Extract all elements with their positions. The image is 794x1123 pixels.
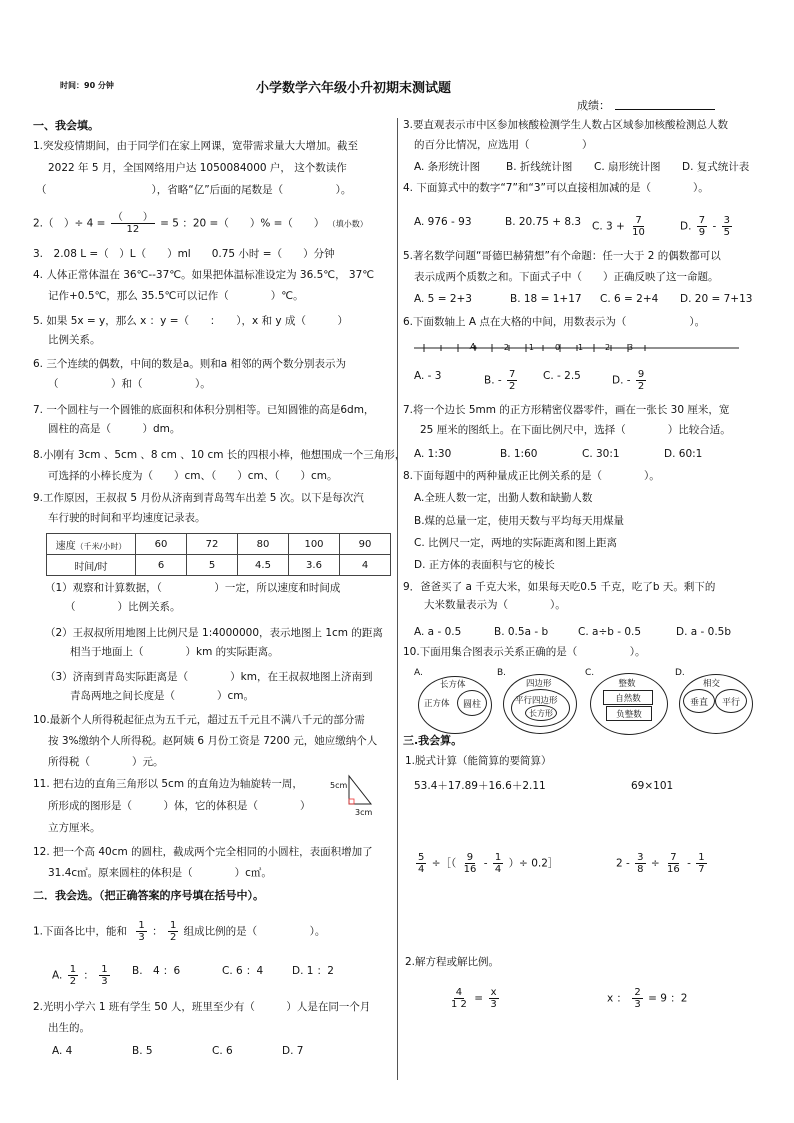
q5-line1: 5. 如果 5x = y，那么 x ：y =（ ： ），x 和 y 成（ ） (33, 315, 348, 327)
venn-b-label[interactable]: B. (497, 668, 507, 678)
table-row (47, 534, 391, 555)
s1-option-c[interactable]: C. 6 ：4 (222, 965, 264, 977)
s1-question: 1.下面各比中，能和 $\frac{1}{3}$ ： $\frac{1}{2}$ 组成比例的是（ ）。 (33, 920, 326, 943)
table-cell: 3.6 (289, 555, 340, 576)
r3-option-a[interactable]: A. 条形统计图 (414, 161, 481, 173)
r5-option-b[interactable]: B. 18 = 1+17 (510, 293, 582, 305)
calc-2-heading: 2.解方程或解比例。 (405, 956, 500, 968)
q10-line2: 按 3%缴纳个人所得税。赵阿姨 6 月份工资是 7200 元，她应缴纳个人 (48, 735, 378, 747)
axis-tick-label: 3 (628, 343, 634, 352)
q9-1-line1: （1）观察和计算数据，（ ）一定，所以速度和时间成 (45, 582, 341, 594)
calc-1c: $\frac{5}{4}$ ÷［（ $\frac{9}{16}$ - $\frac{1}{4}$ ）÷ 0.2］ (418, 852, 559, 875)
r6-option-a[interactable]: A. - 3 (414, 370, 442, 382)
q1-line1: 1.突发疫情期间，由于同学们在家上网课，宽带需求量大大增加。截至 (33, 140, 359, 152)
s1-frac1: $\frac{1}{3}$ (138, 920, 145, 943)
table-cell: 100 (289, 534, 340, 555)
r8-question: 8.下面每题中的两种量成正比例关系的是（ ）。 (403, 470, 660, 482)
s1-frac2: $\frac{1}{2}$ (169, 920, 177, 943)
q10-line1: 10.最新个人所得税起征点为五千元，超过五千元且不满八千元的部分需 (33, 714, 365, 726)
s1-option-d[interactable]: D. 1 ：2 (292, 965, 334, 977)
axis-tick-label: -2 (501, 343, 509, 352)
r3-option-c[interactable]: C. 扇形统计图 (594, 161, 661, 173)
q2-part-b: = 5 ：20 =（ ）% =（ ） (160, 217, 325, 230)
venn-c-mid: 自然数 (603, 690, 653, 705)
q11-line1: 11. 把右边的直角三角形以 5cm 的直角边为轴旋转一周， (33, 778, 303, 790)
q9-line2: 车行驶的时间和平均速度记录表。 (48, 512, 206, 524)
r5-option-d[interactable]: D. 20 = 7+13 (680, 293, 753, 305)
axis-tick-label: 1 (578, 343, 584, 352)
q9-2-line1: （2）王叔叔所用地图上比例尺是 1:4000000，表示地图上 1cm 的距离 (45, 627, 383, 639)
r3-line1: 3.要直观表示市中区参加核酸检测学生人数占区域参加核酸检测总人数 (403, 119, 729, 131)
triangle-side-label: 5cm (330, 781, 348, 790)
section-1-heading: 一、我会填。 (33, 119, 99, 132)
q11-line2: 所形成的图形是（ ）体，它的体积是（ ） (48, 800, 311, 812)
r7-line2: 25 厘米的图纸上。在下面比例尺中，选择（ ）比较合适。 (420, 424, 731, 436)
s1-option-b[interactable]: B. 4 ：6 (132, 965, 181, 977)
r4-option-c[interactable]: C. 3 + $\frac{7}{10}$ (592, 215, 645, 238)
calc-1b: 69×101 (631, 780, 674, 792)
r4-question: 4. 下面算式中的数字“7”和“3”可以直接相加减的是（ ）。 (403, 182, 709, 194)
r9-line2: 大米数量表示为（ ）。 (424, 599, 566, 611)
venn-c-label[interactable]: C. (585, 668, 595, 678)
r6-opt-b-frac: $\frac{7}{2}$ (509, 369, 516, 392)
table-cell: 5 (187, 555, 238, 576)
r7-option-a[interactable]: A. 1:30 (414, 448, 452, 460)
q12-line1: 12. 把一个高 40cm 的圆柱，截成两个完全相同的小圆柱，表面积增加了 (33, 846, 373, 858)
table-row (47, 555, 391, 576)
r8-option-a[interactable]: A.全班人数一定，出勤人数和缺勤人数 (414, 492, 593, 504)
r4-opt-d-frac1: $\frac{7}{9}$ (698, 215, 706, 238)
r9-option-b[interactable]: B. 0.5a - b (494, 626, 549, 638)
table-header-time: 时间/时 (47, 555, 136, 576)
s1-option-a[interactable]: A. $\frac{1}{2}$ ： $\frac{1}{3}$ (52, 964, 108, 987)
s1-opt-a-frac1: $\frac{1}{2}$ (69, 964, 77, 987)
venn-d-left: 垂直 (683, 689, 715, 713)
r7-line1: 7.将一个边长 5mm 的正方形精密仪器零件，画在一张长 30 厘米，宽 (403, 404, 730, 416)
axis-tick-label: 2 (605, 343, 611, 352)
venn-d-outer-label: 相交 (703, 679, 721, 689)
q2 (33, 212, 368, 235)
q2-frac-num: （ ） (112, 212, 153, 223)
s2-option-a[interactable]: A. 4 (52, 1045, 73, 1057)
venn-a-inner: 圆柱 (457, 690, 487, 716)
column-divider (397, 118, 398, 1080)
r10-question: 10.下面用集合图表示关系正确的是（ ）。 (403, 646, 646, 658)
r7-option-d[interactable]: D. 60:1 (664, 448, 703, 460)
r4-opt-d-frac2: $\frac{3}{5}$ (723, 215, 731, 238)
table-cell: 6 (136, 555, 187, 576)
q3: 3. 2.08 L =（ ）L（ ）ml 0.75 小时 =（ ）分钟 (33, 248, 335, 260)
table-cell: 60 (136, 534, 187, 555)
q5-line2: 比例关系。 (48, 334, 101, 346)
page-title: 小学数学六年级小升初期末测试题 (256, 81, 452, 96)
q9-2-line2: 相当于地面上（ ）km 的实际距离。 (70, 646, 279, 658)
s2-line2: 出生的。 (48, 1022, 90, 1034)
r7-option-b[interactable]: B. 1:60 (500, 448, 538, 460)
venn-a-label[interactable]: A. (414, 668, 423, 678)
q2-frac-den: 12 (126, 224, 140, 235)
table-cell: 4.5 (238, 555, 289, 576)
equation-b: x ： $\frac{2}{3}$ = 9 ：2 (607, 987, 688, 1010)
calc-1a: 53.4＋17.89＋16.6＋2.11 (414, 780, 546, 792)
section-3-heading: 三.我会算。 (403, 734, 463, 747)
r9-option-a[interactable]: A. a - 0.5 (414, 626, 462, 638)
score-blank[interactable] (615, 100, 715, 110)
q9-3-line1: （3）济南到青岛实际距离是（ ）km，在王叔叔地图上济南到 (45, 671, 373, 683)
q1-line3: （ ），省略“亿”后面的尾数是（ ）。 (36, 184, 352, 196)
r5-line2: 表示成两个质数之和。下面式子中（ ）正确反映了这一命题。 (414, 271, 719, 283)
calc-1-heading: 1.脱式计算（能简算的要简算） (405, 755, 552, 767)
table-header-speed: 速度（千米/小时） (47, 534, 136, 555)
r6-question: 6.下面数轴上 A 点在大格的中间，用数表示为（ ）。 (403, 316, 706, 328)
s2-option-c[interactable]: C. 6 (212, 1045, 233, 1057)
r3-option-b[interactable]: B. 折线统计图 (506, 161, 573, 173)
table-cell: 80 (238, 534, 289, 555)
venn-b-outer-label: 四边形 (526, 679, 552, 689)
q10-line3: 所得税（ ）元。 (48, 756, 164, 768)
q7-line1: 7. 一个圆柱与一个圆锥的底面积和体积分别相等。已知圆锥的高是6dm， (33, 404, 375, 416)
r3-line2: 的百分比情况，应选用（ ） (414, 139, 593, 151)
exam-time: 时间：90 分钟 (60, 81, 114, 90)
venn-b-inner: 长方形 (525, 705, 557, 721)
axis-tick-label: -1 (526, 343, 534, 352)
r4-option-b[interactable]: B. 20.75 + 8.3 (505, 216, 582, 228)
speed-time-table (46, 533, 391, 576)
q9-1-line2: （ ）比例关系。 (65, 601, 181, 613)
r9-option-c[interactable]: C. a÷b - 0.5 (578, 626, 642, 638)
venn-c-inner: 负整数 (606, 706, 652, 721)
venn-a-outer-label: 长方体 (440, 680, 466, 690)
q2-part-a: 2.（ ）÷ 4 = (33, 217, 106, 230)
q6-line1: 6. 三个连续的偶数，中间的数是a。则和a 相邻的两个数分别表示为 (33, 358, 347, 370)
q8-line1: 8.小刚有 3cm 、5cm 、8 cm 、10 cm 长的四根小棒，他想围成一个三角形， (33, 449, 406, 461)
r6-option-b[interactable]: B. - $\frac{7}{2}$ (484, 369, 516, 392)
venn-a-left-label: 正方体 (424, 699, 450, 709)
equation-a: $\frac{4}{1 2}$ = $\frac{x}{3}$ (451, 987, 497, 1010)
r5-option-a[interactable]: A. 5 = 2+3 (414, 293, 472, 305)
r8-option-c[interactable]: C. 比例尺一定，两地的实际距离和图上距离 (414, 537, 618, 549)
r9-line1: 9．爸爸买了 a 千克大米，如果每天吃0.5 千克，吃了b 天。剩下的 (403, 581, 716, 593)
r6-option-c[interactable]: C. - 2.5 (543, 370, 581, 382)
r4-option-d[interactable]: D. $\frac{7}{9}$ - $\frac{3}{5}$ (680, 215, 731, 238)
q6-line2: （ ）和（ ）。 (48, 378, 211, 390)
q9-line1: 9.工作原因，王叔叔 5 月份从济南到青岛驾车出差 5 次。以下是每次汽 (33, 492, 364, 504)
s2-line1: 2.光明小学六 1 班有学生 50 人，班里至少有（ ）人是在同一个月 (33, 1001, 371, 1013)
r8-option-b[interactable]: B.煤的总量一定，使用天数与平均每天用煤量 (414, 515, 625, 527)
axis-tick-label: 0 (555, 343, 561, 352)
score-label: 成绩： (577, 99, 610, 112)
r4-opt-c-frac: $\frac{7}{10}$ (632, 215, 645, 238)
venn-b-mid-label: 平行四边形 (515, 696, 558, 706)
q12-line2: 31.4c㎡。原来圆柱的体积是（ ）c㎥。 (48, 867, 272, 879)
r5-line1: 5.著名数学问题“哥德巴赫猜想”有个命题：任一大于 2 的偶数都可以 (403, 250, 721, 262)
s1-opt-a-frac2: $\frac{1}{3}$ (101, 964, 108, 987)
table-cell: 90 (340, 534, 391, 555)
table-cell: 72 (187, 534, 238, 555)
r6-option-d[interactable]: D. - $\frac{9}{2}$ (612, 369, 645, 392)
r4-option-a[interactable]: A. 976 - 93 (414, 216, 472, 228)
venn-c-outer-label: 整数 (614, 677, 640, 689)
triangle-base-label: 3cm (355, 808, 373, 817)
r9-option-d[interactable]: D. a - 0.5b (676, 626, 732, 638)
q2-note: （填小数） (327, 219, 368, 229)
q1-line2: 2022 年 5 月，全国网络用户达 1050084000 户， 这个数读作 (48, 162, 347, 174)
axis-point-label: A (470, 342, 476, 351)
table-cell: 4 (340, 555, 391, 576)
q11-line3: 立方厘米。 (48, 822, 101, 834)
calc-1d: 2 - $\frac{3}{8}$ ÷ $\frac{7}{16}$ - $\frac{1}{7}$ (616, 852, 705, 875)
s2-option-b[interactable]: B. 5 (132, 1045, 153, 1057)
q8-line2: 可选择的小棒长度为（ ）cm、（ ）cm、（ ）cm。 (48, 470, 338, 482)
q4-line2: 记作+0.5℃，那么 35.5℃可以记作（ ）℃。 (48, 290, 304, 302)
r7-option-c[interactable]: C. 30:1 (582, 448, 620, 460)
r8-option-d[interactable]: D. 正方体的表面积与它的棱长 (414, 559, 555, 571)
q2-fraction (111, 212, 155, 235)
venn-d-right: 平行 (715, 689, 747, 713)
r6-opt-d-frac: $\frac{9}{2}$ (637, 369, 645, 392)
q9-3-line2: 青岛两地之间长度是（ ）cm。 (70, 690, 255, 702)
r3-option-d[interactable]: D. 复式统计表 (682, 161, 750, 173)
q4-line1: 4. 人体正常体温在 36℃--37℃。如果把体温标准设定为 36.5℃， 37℃ (33, 269, 375, 281)
section-2-heading: 二．我会选。（把正确答案的序号填在括号中）。 (33, 889, 264, 902)
venn-d-label[interactable]: D. (675, 668, 685, 678)
r5-option-c[interactable]: C. 6 = 2+4 (600, 293, 659, 305)
q7-line2: 圆柱的高是（ ）dm。 (48, 423, 181, 435)
s2-option-d[interactable]: D. 7 (282, 1045, 304, 1057)
